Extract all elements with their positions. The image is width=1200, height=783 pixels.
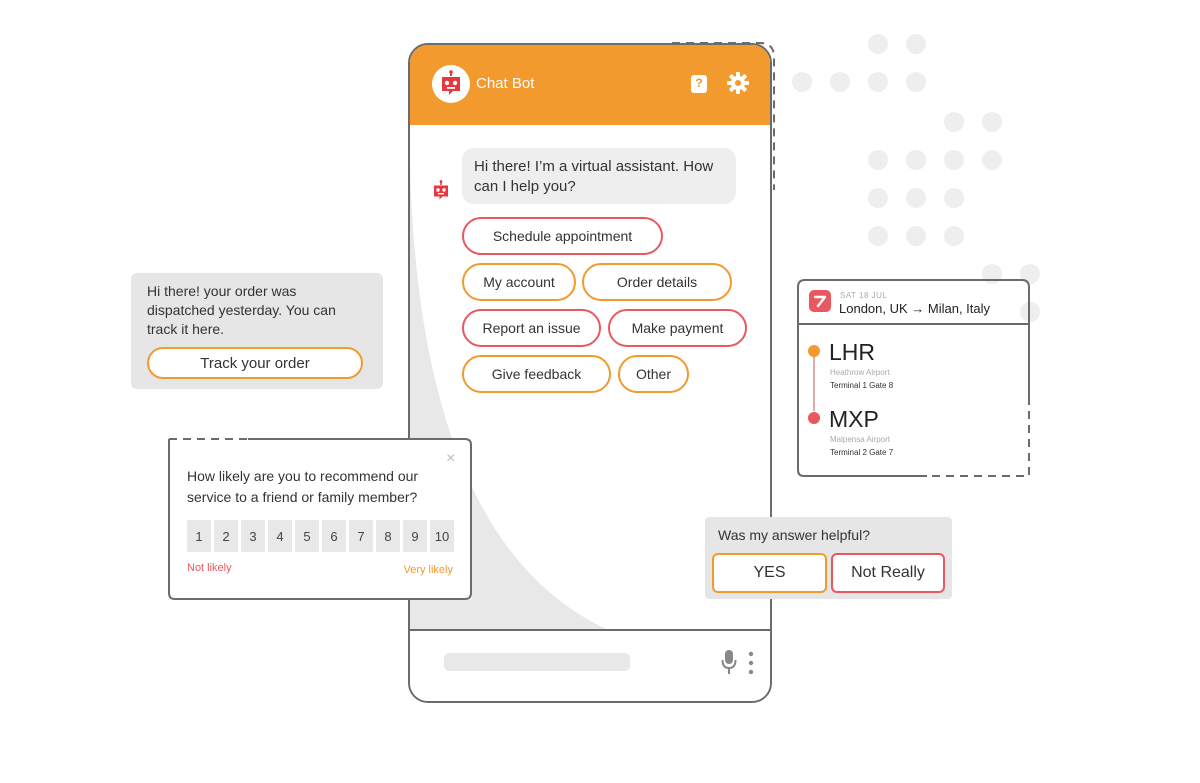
- option-give-feedback[interactable]: Give feedback: [462, 355, 611, 393]
- decor-dot: [868, 150, 888, 170]
- survey-question: How likely are you to recommend our service to a friend or family member?: [187, 468, 419, 505]
- helpful-question: Was my answer helpful?: [718, 527, 870, 543]
- more-vertical-icon[interactable]: [748, 651, 754, 675]
- decor-dot: [868, 72, 888, 92]
- order-status-message: Hi there! your order was dispatched yesterday. You can track it here.: [147, 283, 336, 337]
- option-my-account[interactable]: My account: [462, 263, 576, 301]
- option-make-payment[interactable]: Make payment: [608, 309, 747, 347]
- rating-option-7[interactable]: 7: [349, 520, 373, 552]
- destination-code: MXP: [829, 406, 879, 432]
- track-order-button[interactable]: Track your order: [147, 347, 363, 379]
- decor-dot: [982, 150, 1002, 170]
- origin-pin-icon: [808, 345, 820, 357]
- not-really-button[interactable]: Not Really: [831, 553, 945, 593]
- bot-greeting-bubble: Hi there! I’m a virtual assistant. How can I help you?: [462, 148, 736, 204]
- option-other[interactable]: Other: [618, 355, 689, 393]
- bot-message-avatar: [426, 176, 456, 206]
- option-order-details[interactable]: Order details: [582, 263, 732, 301]
- rating-option-9[interactable]: 9: [403, 520, 427, 552]
- decor-dot: [906, 226, 926, 246]
- close-icon[interactable]: ×: [446, 450, 456, 467]
- decor-dot: [906, 72, 926, 92]
- decor-dot: [868, 34, 888, 54]
- flight-route: London, UK → Milan, Italy: [839, 301, 991, 316]
- decor-dot: [944, 188, 964, 208]
- rating-option-5[interactable]: 5: [295, 520, 319, 552]
- rating-option-3[interactable]: 3: [241, 520, 265, 552]
- decor-dot: [830, 72, 850, 92]
- origin-terminal: Terminal 1 Gate 8: [830, 381, 894, 390]
- help-icon[interactable]: ?: [691, 75, 707, 93]
- rating-option-10[interactable]: 10: [430, 520, 454, 552]
- decor-dot: [982, 112, 1002, 132]
- mic-icon[interactable]: [721, 649, 737, 675]
- decor-dot: [944, 150, 964, 170]
- route-line: [813, 349, 815, 411]
- option-schedule-appointment[interactable]: Schedule appointment: [462, 217, 663, 255]
- rating-option-8[interactable]: 8: [376, 520, 400, 552]
- chat-input-area: [410, 629, 770, 701]
- gear-icon[interactable]: [725, 70, 751, 96]
- decor-dot: [944, 112, 964, 132]
- flight-divider: [797, 323, 1029, 325]
- flight-itinerary-card: [797, 279, 1031, 478]
- rating-option-4[interactable]: 4: [268, 520, 292, 552]
- chatbot-phone: [408, 43, 772, 703]
- decor-dot: [944, 226, 964, 246]
- origin-code: LHR: [829, 339, 876, 365]
- decor-dot: [868, 188, 888, 208]
- decor-dot: [906, 34, 926, 54]
- order-status-card: [131, 273, 383, 389]
- decor-dot: [792, 72, 812, 92]
- destination-terminal: Terminal 2 Gate 7: [830, 448, 894, 457]
- chat-header: [410, 45, 770, 125]
- origin-airport: Heathrow Airport: [830, 368, 890, 377]
- chat-title: Chat Bot: [476, 75, 535, 92]
- destination-airport: Malpensa Airport: [830, 435, 891, 444]
- rating-option-6[interactable]: 6: [322, 520, 346, 552]
- scale-low-label: Not likely: [187, 562, 232, 574]
- rating-option-2[interactable]: 2: [214, 520, 238, 552]
- robot-icon: [432, 65, 470, 103]
- helpful-feedback-card: [705, 517, 952, 599]
- decor-dot: [906, 150, 926, 170]
- destination-pin-icon: [808, 412, 820, 424]
- rating-scale: [187, 520, 454, 552]
- decor-dot: [906, 188, 926, 208]
- flight-date: SAT 18 JUL: [840, 291, 888, 300]
- scale-high-label: Very likely: [403, 564, 453, 576]
- message-input[interactable]: [444, 653, 630, 671]
- rating-option-1[interactable]: 1: [187, 520, 211, 552]
- airline-logo-icon: [809, 290, 831, 312]
- recommendation-survey-card: [168, 438, 472, 600]
- robot-icon: [426, 176, 456, 206]
- bot-avatar: [432, 65, 470, 103]
- option-report-issue[interactable]: Report an issue: [462, 309, 601, 347]
- yes-button[interactable]: YES: [712, 553, 827, 593]
- decor-dot: [868, 226, 888, 246]
